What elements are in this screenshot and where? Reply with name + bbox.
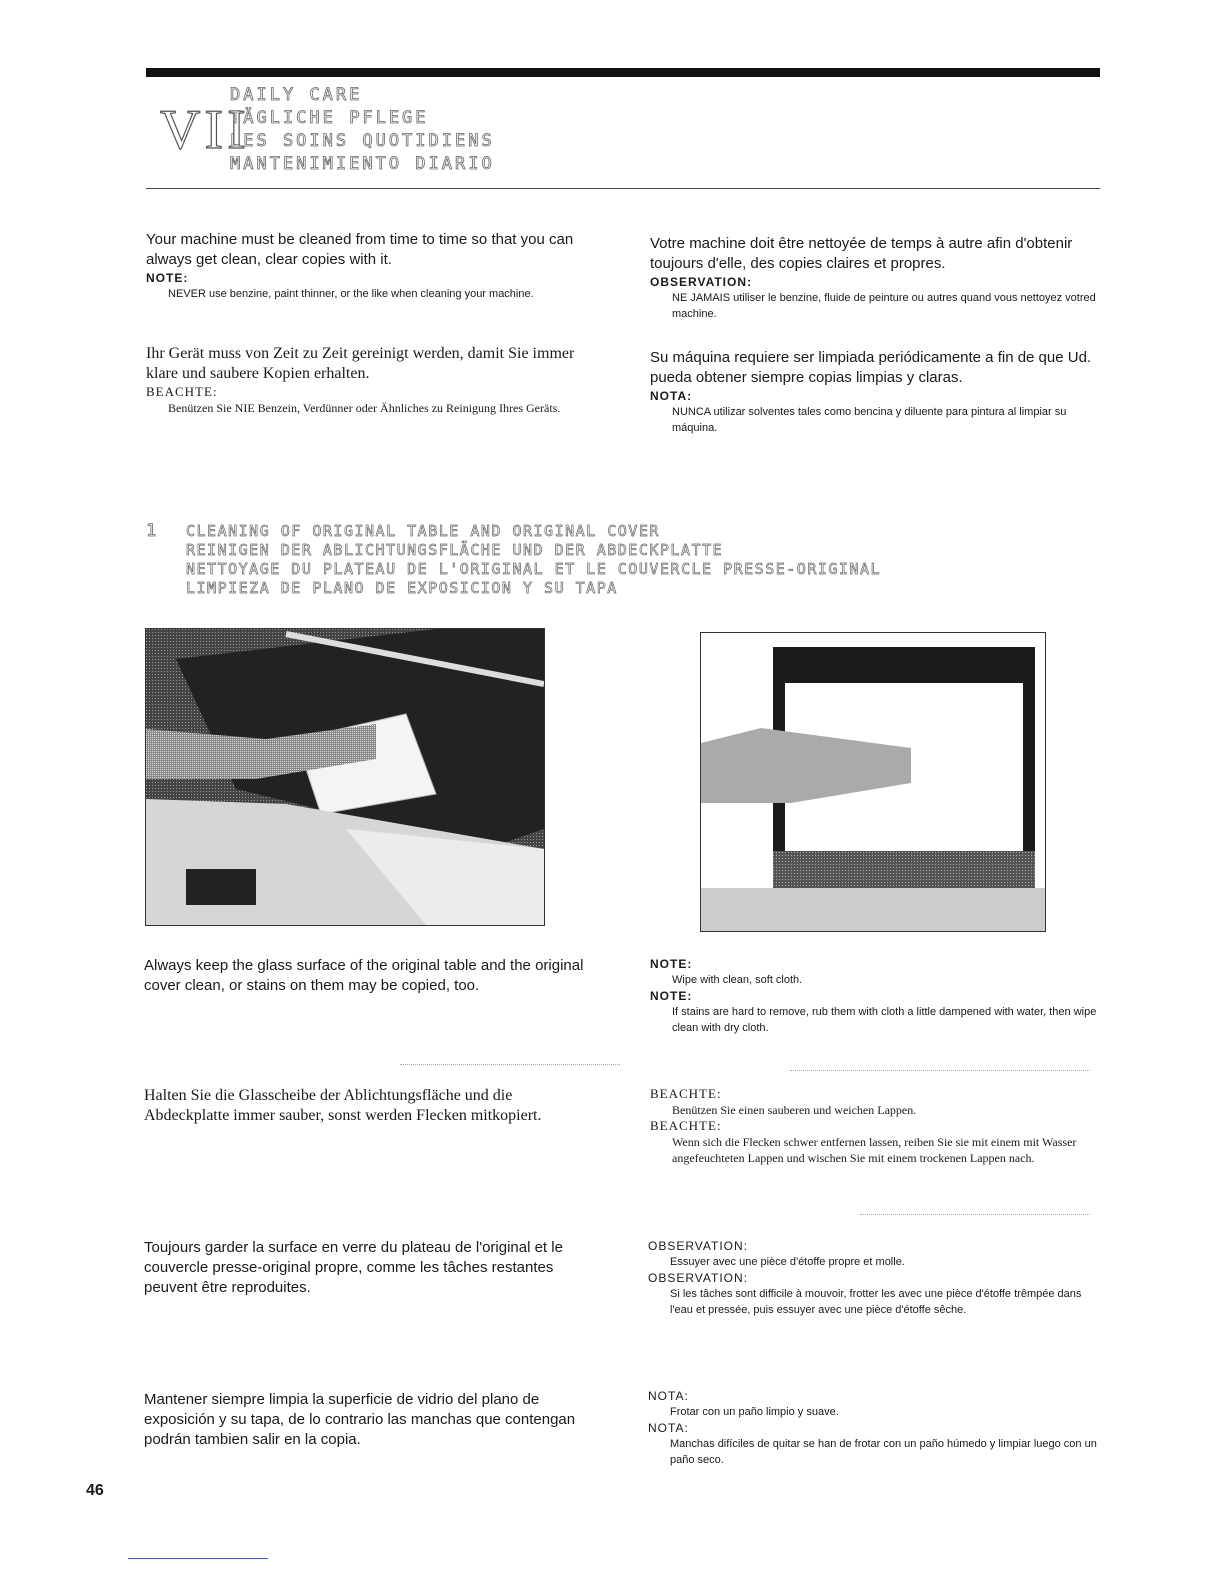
body-en-note-2-text: If stains are hard to remove, rub them with cloth a little dampened with water, then wipe clean with dry cloth. — [672, 1006, 1097, 1034]
body-es-text: Mantener siempre limpia la superficie de vidrio del plano de exposición y su tapa, de lo contrario las manchas que contengan podrán tambien salir en la copia. — [144, 1391, 576, 1448]
body-es-notes — [648, 1388, 1100, 1468]
intro-fr — [650, 234, 1100, 322]
photo-original-cover — [700, 632, 1046, 932]
separator — [400, 1064, 620, 1066]
original-cover-illustration — [701, 633, 1045, 931]
header-divider — [146, 188, 1100, 189]
separator — [790, 1070, 1090, 1072]
intro-fr-note-text: NE JAMAIS utiliser le benzine, fluide de peinture ou autres quand vous nettoyez votred machine. — [672, 292, 1096, 320]
chapter-titles — [230, 84, 495, 176]
body-de-text: Halten Sie die Glasscheibe der Ablichtungsfläche und die Abdeckplatte immer sauber, sonst werden Flecken mitkopiert. — [144, 1087, 542, 1124]
body-de-note-1-label: BEACHTE: — [650, 1086, 722, 1101]
body-en-note-1-text: Wipe with clean, soft cloth. — [672, 974, 803, 986]
intro-es-note-label: NOTA: — [650, 389, 693, 403]
body-de-notes — [650, 1086, 1100, 1166]
body-en-note-1-label: NOTE: — [650, 957, 693, 971]
chapter-title-es: MANTENIMIENTO DIARIO — [230, 154, 495, 174]
intro-es — [650, 348, 1100, 436]
intro-fr-text: Votre machine doit être nettoyée de temps à autre afin d'obtenir toujours d'elle, des copies claires et propres. — [650, 235, 1073, 272]
body-fr-note-1-label: OBSERVATION: — [648, 1239, 749, 1253]
body-en-text: Always keep the glass surface of the original table and the original cover clean, or stains on them may be copied, too. — [144, 957, 584, 994]
chapter-title-fr: LES SOINS QUOTIDIENS — [230, 131, 495, 151]
section-number: 1 — [146, 521, 157, 541]
section-title-en: CLEANING OF ORIGINAL TABLE AND ORIGINAL COVER — [186, 522, 660, 540]
intro-en — [146, 230, 598, 302]
chapter-number: VII — [160, 99, 250, 161]
original-table-illustration — [146, 629, 544, 925]
body-de-note-2-label: BEACHTE: — [650, 1118, 722, 1133]
body-es-note-1-text: Frotar con un paño limpio y suave. — [670, 1406, 839, 1418]
page-number: 46 — [86, 1482, 104, 1499]
section-title-de: REINIGEN DER ABLICHTUNGSFLÄCHE UND DER ABDECKPLATTE — [186, 541, 724, 559]
chapter-title-en: DAILY CARE — [230, 85, 363, 105]
body-fr-notes — [648, 1238, 1100, 1318]
separator — [860, 1214, 1090, 1216]
intro-es-note-text: NUNCA utilizar solventes tales como bencina y diluente para pintura al limpiar su máquina. — [672, 406, 1067, 434]
intro-fr-note-label: OBSERVATION: — [650, 275, 753, 289]
body-en-note-2-label: NOTE: — [650, 989, 693, 1003]
intro-en-text: Your machine must be cleaned from time to time so that you can always get clean, clear copies with it. — [146, 231, 574, 268]
body-en-notes — [650, 956, 1100, 1036]
body-es-note-2-label: NOTA: — [648, 1421, 689, 1435]
body-de-note-1-text: Benützen Sie einen sauberen und weichen Lappen. — [672, 1103, 917, 1117]
chapter-title-de: TÄGLICHE PFLEGE — [230, 108, 429, 128]
intro-de-note-label: BEACHTE: — [146, 384, 218, 399]
body-es-note-1-label: NOTA: — [648, 1389, 689, 1403]
intro-de-note-text: Benützen Sie NIE Benzein, Verdünner oder Ähnliches zu Reinigung Ihres Geräts. — [168, 401, 561, 415]
intro-de — [146, 344, 598, 416]
body-fr-note-1-text: Essuyer avec une pièce d'étoffe propre et molle. — [670, 1256, 905, 1268]
intro-en-note-text: NEVER use benzine, paint thinner, or the like when cleaning your machine. — [168, 288, 534, 300]
section-title-es: LIMPIEZA DE PLANO DE EXPOSICION Y SU TAPA — [186, 579, 618, 597]
photo-original-table — [145, 628, 545, 926]
body-fr-text: Toujours garder la surface en verre du plateau de l'original et le couvercle presse-original propre, comme les tâches restantes peuvent être reproduites. — [144, 1239, 563, 1296]
intro-es-text: Su máquina requiere ser limpiada periódicamente a fin de que Ud. pueda obtener siempre copias limpias y claras. — [650, 349, 1092, 386]
body-fr-note-2-label: OBSERVATION: — [648, 1271, 749, 1285]
intro-en-note-label: NOTE: — [146, 271, 189, 285]
body-fr-note-2-text: Si les tâches sont difficile à mouvoir, frotter les avec une pièce d'étoffe trêmpée dans l'eau et pressée, puis essuyer avec une pièce d'étoffe sêche. — [670, 1288, 1082, 1316]
body-es-note-2-text: Manchas difíciles de quitar se han de frotar con un paño húmedo y limpiar luego con un paño seco. — [670, 1438, 1097, 1466]
section-titles — [186, 522, 881, 598]
intro-de-text: Ihr Gerät muss von Zeit zu Zeit gereinigt werden, damit Sie immer klare und saubere Kopien erhalten. — [146, 345, 575, 382]
section-title-fr: NETTOYAGE DU PLATEAU DE L'ORIGINAL ET LE COUVERCLE PRESSE-ORIGINAL — [186, 560, 882, 578]
footer-rule — [128, 1558, 268, 1559]
body-de-note-2-text: Wenn sich die Flecken schwer entfernen lassen, reiben Sie sie mit einem mit Wasser angefeuchteten Lappen und wischen Sie mit einem trockenen Lappen nach. — [672, 1135, 1077, 1165]
header-rule — [146, 68, 1100, 77]
